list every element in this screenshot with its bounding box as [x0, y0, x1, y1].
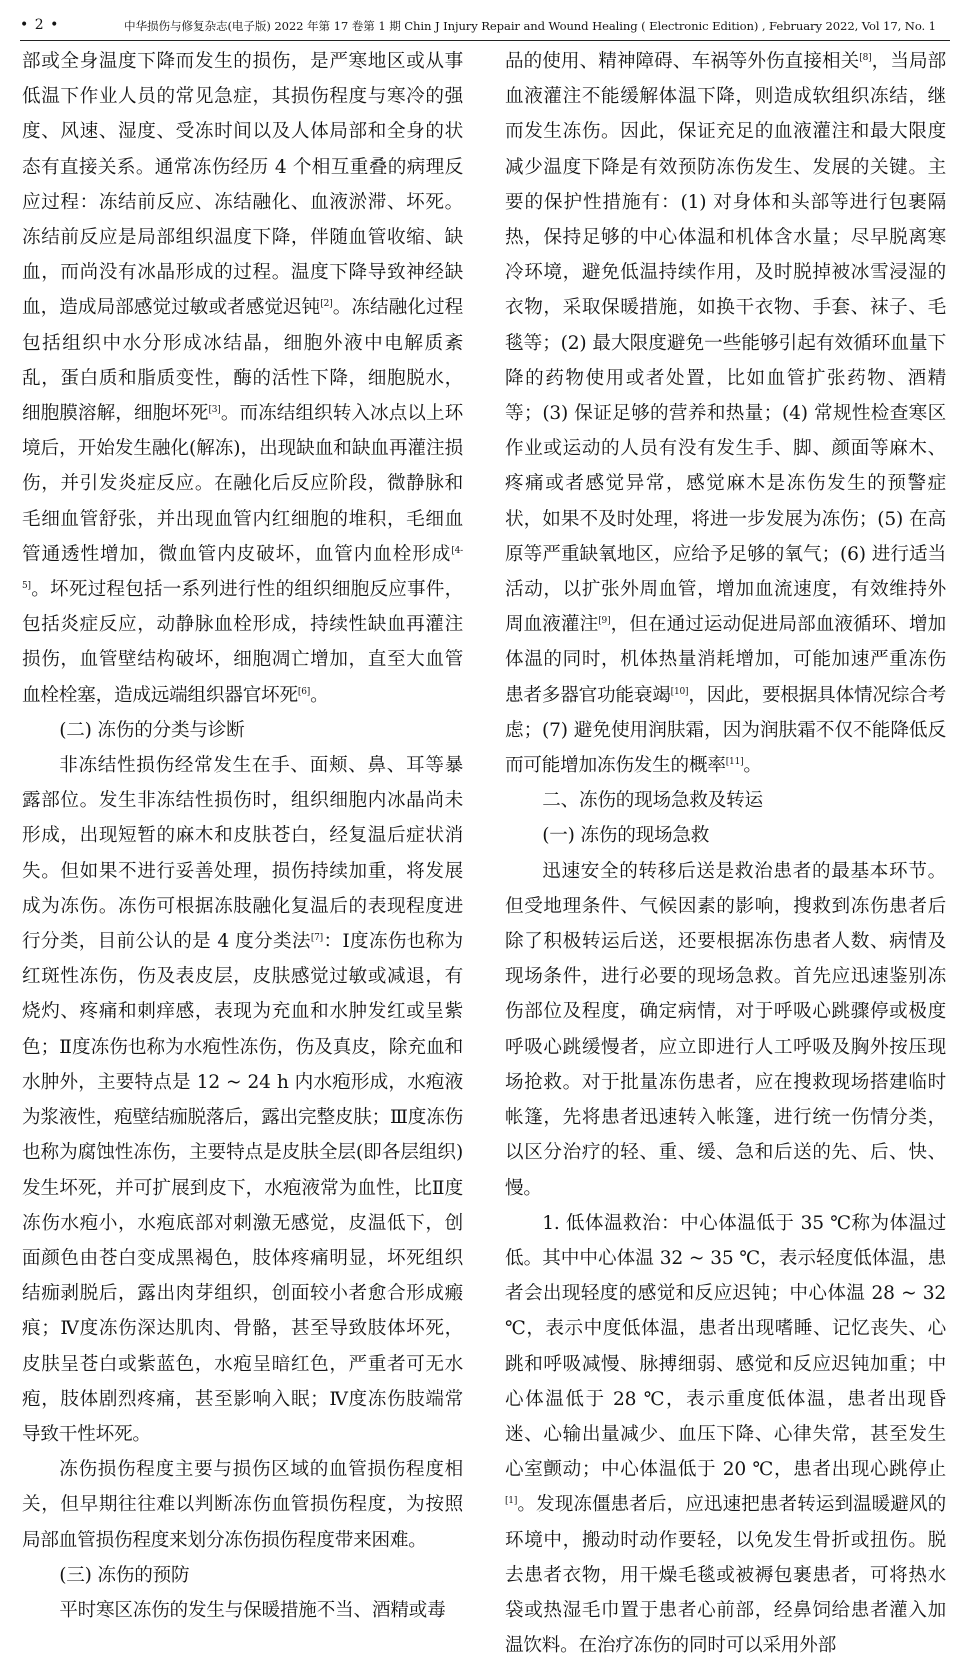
section-heading-first-aid: (一) 冻伤的现场急救 — [542, 825, 710, 847]
citation-ref: [1] — [505, 1496, 518, 1507]
right-column — [505, 44, 947, 1657]
paragraph-vascular: 冻伤损伤程度主要与损伤区域的血管损伤程度相关，但早期往往难以判断冻伤血管损伤程度，为按照局部血管损伤程度来划分冻伤损伤程度带来困难。 — [22, 1459, 463, 1551]
left-column — [22, 44, 463, 1621]
citation-ref: [4-5] — [22, 545, 463, 592]
paragraph-classification: 非冻结性损伤经常发生在手、面颊、鼻、耳等暴露部位。发生非冻结性损伤时，组织细胞内冰晶尚未形成，出现短暂的麻木和皮肤苍白，经复温后症状消失。但如果不进行妥善处理，损伤持续加重，将发展成为冻伤。冻伤可根据冻肢融化复温后的表现程度进行分类，目前公认的是 4 度分类法[7]：Ⅰ度冻伤也称为红斑性冻伤，伤及表皮层，皮肤感觉过敏或减退，有烧灼、疼痛和刺痒感，表现为充血和水肿发红或呈紫色；Ⅱ度冻伤也称为水疱性冻伤，伤及真皮，除充血和水肿外，主要特点是 12 ~ 24 h 内水疱形成，水疱液为浆液性，疱壁结痂脱落后，露出完整皮肤；Ⅲ度冻伤也称为腐蚀性冻伤，主要特点是皮肤全层(即各层组织)发生坏死，并可扩展到皮下，水疱液常为血性，比Ⅱ度冻伤水疱小，水疱底部对刺激无感觉，皮温低下，创面颜色由苍白变成黑褐色，肢体疼痛明显，坏死组织结痂剥脱后，露出肉芽组织，创面较小者愈合形成瘢痕；Ⅳ度冻伤深达肌肉、骨骼，甚至导致肢体坏死，皮肤呈苍白或紫蓝色，水疱呈暗红色，严重者可无水疱，肢体剧烈疼痛，甚至影响入眠；Ⅳ度冻伤肢端常导致干性坏死。 — [22, 755, 463, 1445]
citation-ref: [8] — [859, 53, 872, 63]
paragraph-pathology: 部或全身温度下降而发生的损伤，是严寒地区或从事低温下作业人员的常见急症，其损伤程度与寒冷的强度、风速、湿度、受冻时间以及人体局部和全身的状态有直接关系。通常冻伤经历 4 个相互重叠的病理反应过程：冻结前反应、冻结融化、血液淤滞、坏死。冻结前反应是局部组织温度下降，伴随血管收缩、缺血，而尚没有冰晶形成的过程。温度下降导致神经缺血，造成局部感觉过敏或者感觉迟钝[2]。冻结融化过程包括组织中水分形成冰结晶，细胞外液中电解质紊乱，蛋白质和脂质变性，酶的活性下降，细胞脱水，细胞膜溶解，细胞坏死[3]。而冻结组织转入冰点以上环境后，开始发生融化(解冻)，出现缺血和缺血再灌注损伤，并引发炎症反应。在融化后反应阶段，微静脉和毛细血管舒张，并出现血管内红细胞的堆积，毛细血管通透性增加，微血管内皮破坏，血管内血栓形成[4-5]。坏死过程包括一系列进行性的组织细胞反应事件，包括炎症反应，动静脉血栓形成，持续性缺血再灌注损伤，血管壁结构破坏，细胞凋亡增加，直至大血管血栓栓塞，造成远端组织器官坏死[6]。 — [22, 51, 463, 706]
citation-ref: [11] — [725, 757, 744, 768]
section-heading-prevention: (三) 冻伤的预防 — [59, 1564, 190, 1586]
paragraph-prevention-start: 平时寒区冻伤的发生与保暖措施不当、酒精或毒 — [59, 1599, 446, 1621]
paragraph-hypothermia: 1. 低体温救治：中心体温低于 35 ℃称为体温过低。其中中心体温 32 ~ 35 ℃，表示轻度低体温，患者会出现轻度的感觉和反应迟钝；中心体温 28 ~ 32 ℃，表示中度低体温，患者出现嗜睡、记忆丧失、心跳和呼吸减慢、脉搏细弱、感觉和反应迟钝加重；中心体温低于 28 ℃，表示重度低体温，患者出现昏迷、心输出量减少、血压下降、心律失常，甚至发生心室颤动；中心体温低于 20 ℃，患者出现心跳停止[1]。发现冻僵患者后，应迅速把患者转运到温暖避风的环境中，搬动时动作要轻，以免发生骨折或扭伤。脱去患者衣物，用干燥毛毯或被褥包裹患者，可将热水袋或热湿毛巾置于患者心前部，经鼻饲给患者灌入加温饮料。在治疗冻伤的同时可以采用外部 — [505, 1212, 946, 1657]
citation-ref: [7] — [310, 933, 323, 944]
citation-ref: [10] — [670, 686, 689, 697]
citation-ref: [9] — [598, 616, 611, 627]
paragraph-first-aid: 迅速安全的转移后送是救治患者的最基本环节。但受地理条件、气候因素的影响，搜救到冻伤患者后除了积极转运后送，还要根据冻伤患者人数、病情及现场条件，进行必要的现场急救。首先应迅速鉴别冻伤部位及程度，确定病情，对于呼吸心跳骤停或极度呼吸心跳缓慢者，应立即进行人工呼吸及胸外按压现场抢救。对于批量冻伤患者，应在搜救现场搭建临时帐篷，先将患者迅速转入帐篷，进行统一伤情分类，以区分治疗的轻、重、缓、急和后送的先、后、快、慢。 — [505, 860, 946, 1199]
section-heading-classification: (二) 冻伤的分类与诊断 — [59, 719, 245, 741]
page-number: • 2 • — [20, 17, 60, 33]
running-header — [20, 14, 950, 41]
citation-ref: [3] — [208, 405, 221, 416]
section-heading-emergency: 二、冻伤的现场急救及转运 — [542, 790, 763, 812]
citation-ref: [6] — [297, 686, 311, 697]
paragraph-prevention-measures: 品的使用、精神障碍、车祸等外伤直接相关[8]，当局部血液灌注不能缓解体温下降，则造成软组织冻结，继而发生冻伤。因此，保证充足的血液灌注和最大限度减少温度下降是有效预防冻伤发生、发展的关键。主要的保护性措施有：(1) 对身体和头部等进行包裹隔热，保持足够的中心体温和机体含水量；尽早脱离寒冷环境，避免低温持续作用，及时脱掉被冰雪浸湿的衣物，采取保暖措施，如换干衣物、手套、袜子、毛毯等；(2) 最大限度避免一些能够引起有效循环血量下降的药物使用或者处置，比如血管扩张药物、酒精等；(3) 保证足够的营养和热量；(4) 常规性检查寒区作业或运动的人员有没有发生手、脚、颜面等麻木、疼痛或者感觉异常，感觉麻木是冻伤发生的预警症状，如果不及时处理，将进一步发展为冻伤；(5) 在高原等严重缺氧地区，应给予足够的氧气；(6) 进行适当活动，以扩张外周血管，增加血流速度，有效维持外周血液灌注[9]，但在通过运动促进局部血液循环、增加体温的同时，机体热量消耗增加，可能加速严重冻伤患者多器官功能衰竭[10]，因此，要根据具体情况综合考虑；(7) 避免使用润肤霜，因为润肤霜不仅不能降低反而可能增加冻伤发生的概率[11]。 — [505, 51, 947, 777]
journal-citation: 中华损伤与修复杂志(电子版) 2022 年第 17 卷第 1 期 Chin J Injury Repair and Wound Healing ( Electronic Edition) , February 2022, Vol 17, No. 1 — [124, 19, 936, 33]
citation-ref: [2] — [320, 299, 333, 310]
